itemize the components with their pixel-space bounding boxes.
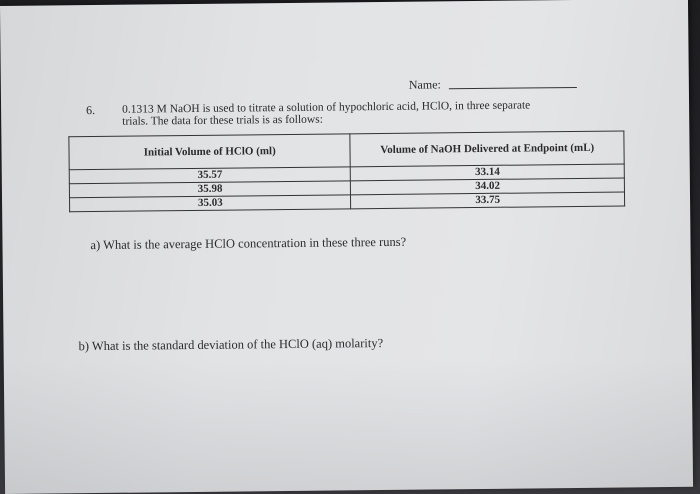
name-blank-line xyxy=(449,87,577,89)
question-line-1: 0.1313 M NaOH is used to titrate a solution of hypochloric acid, HClO, in three separate xyxy=(122,99,531,116)
part-a-question: a) What is the average HClO concentration in these three runs? xyxy=(90,234,407,253)
question-line-2: trials. The data for these trials is as follows: xyxy=(122,113,323,128)
header-initial-volume: Initial Volume of HClO (ml) xyxy=(69,134,351,170)
table-cell: 35.57 xyxy=(69,167,351,184)
part-b-question: b) What is the standard deviation of the HClO (aq) molarity? xyxy=(78,336,384,354)
table-cell: 35.03 xyxy=(70,195,352,212)
question-number: 6. xyxy=(86,103,96,118)
titration-data-table xyxy=(68,130,625,212)
table-cell: 35.98 xyxy=(69,181,351,198)
name-label: Name: xyxy=(408,77,441,92)
table-cell: 33.14 xyxy=(351,164,625,181)
table-cell: 34.02 xyxy=(351,178,625,195)
header-naoh-volume: Volume of NaOH Delivered at Endpoint (mL) xyxy=(350,131,624,167)
table-cell: 33.75 xyxy=(351,192,625,209)
